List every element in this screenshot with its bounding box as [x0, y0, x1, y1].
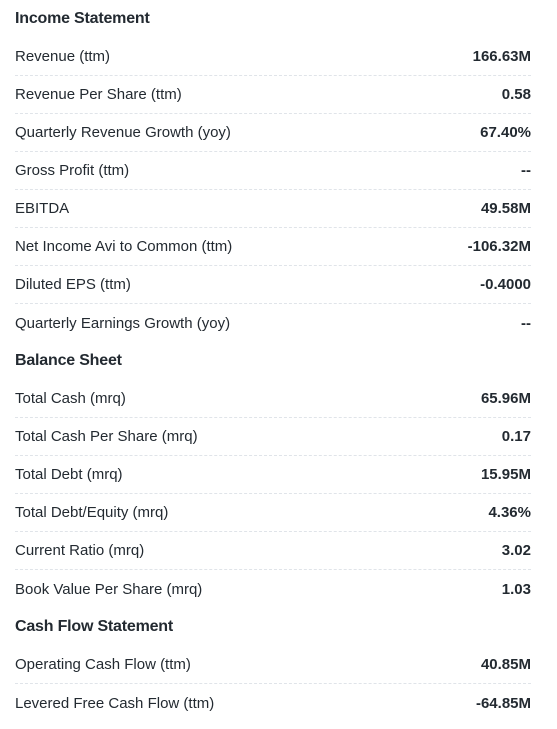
- table-row: [15, 456, 531, 494]
- table-row: [15, 114, 531, 152]
- table-row: [15, 494, 531, 532]
- row-value: 1.03: [501, 580, 531, 598]
- table-row: [15, 228, 531, 266]
- table-row: [15, 646, 531, 684]
- row-label: Revenue Per Share (ttm): [15, 86, 182, 103]
- table-row: [15, 380, 531, 418]
- row-label: Total Debt/Equity (mrq): [15, 504, 169, 521]
- row-value: --: [521, 162, 531, 179]
- row-label: Operating Cash Flow (ttm): [15, 656, 191, 673]
- table-row: [15, 304, 531, 342]
- balance-sheet-section: [15, 342, 531, 608]
- section-title-balance-sheet: Balance Sheet: [15, 352, 122, 369]
- row-value: --: [521, 314, 531, 332]
- table-row: [15, 266, 531, 304]
- table-row: [15, 190, 531, 228]
- row-label: Revenue (ttm): [15, 48, 111, 65]
- row-value: 166.63M: [472, 48, 531, 65]
- row-value: 40.85M: [480, 656, 531, 673]
- row-label: Diluted EPS (ttm): [15, 276, 131, 293]
- row-value: 0.17: [501, 428, 531, 445]
- row-label: Levered Free Cash Flow (ttm): [15, 694, 215, 712]
- table-row: [15, 76, 531, 114]
- row-value: 3.02: [501, 542, 531, 559]
- section-title-cash-flow-statement: Cash Flow Statement: [15, 618, 174, 635]
- row-label: Total Cash Per Share (mrq): [15, 428, 198, 445]
- cash-flow-statement-section: [15, 608, 531, 722]
- table-row: [15, 570, 531, 608]
- row-value: -106.32M: [467, 238, 531, 255]
- row-label: Total Cash (mrq): [15, 390, 126, 407]
- row-value: -64.85M: [475, 694, 531, 712]
- row-value: -0.4000: [480, 276, 531, 293]
- table-row: [15, 418, 531, 456]
- row-label: EBITDA: [15, 200, 70, 217]
- row-label: Current Ratio (mrq): [15, 542, 145, 559]
- table-row: [15, 532, 531, 570]
- table-row: [15, 684, 531, 722]
- row-label: Quarterly Revenue Growth (yoy): [15, 124, 231, 141]
- income-statement-section: [15, 0, 531, 342]
- row-value: 65.96M: [480, 390, 531, 407]
- row-value: 4.36%: [488, 504, 531, 521]
- row-label: Quarterly Earnings Growth (yoy): [15, 314, 231, 332]
- row-value: 0.58: [501, 86, 531, 103]
- row-label: Book Value Per Share (mrq): [15, 580, 203, 598]
- row-label: Net Income Avi to Common (ttm): [15, 238, 233, 255]
- row-value: 15.95M: [480, 466, 531, 483]
- row-label: Gross Profit (ttm): [15, 162, 130, 179]
- row-value: 67.40%: [480, 124, 531, 141]
- table-row: [15, 152, 531, 190]
- row-label: Total Debt (mrq): [15, 466, 123, 483]
- section-title-income-statement: Income Statement: [15, 10, 150, 27]
- table-row: [15, 38, 531, 76]
- row-value: 49.58M: [480, 200, 531, 217]
